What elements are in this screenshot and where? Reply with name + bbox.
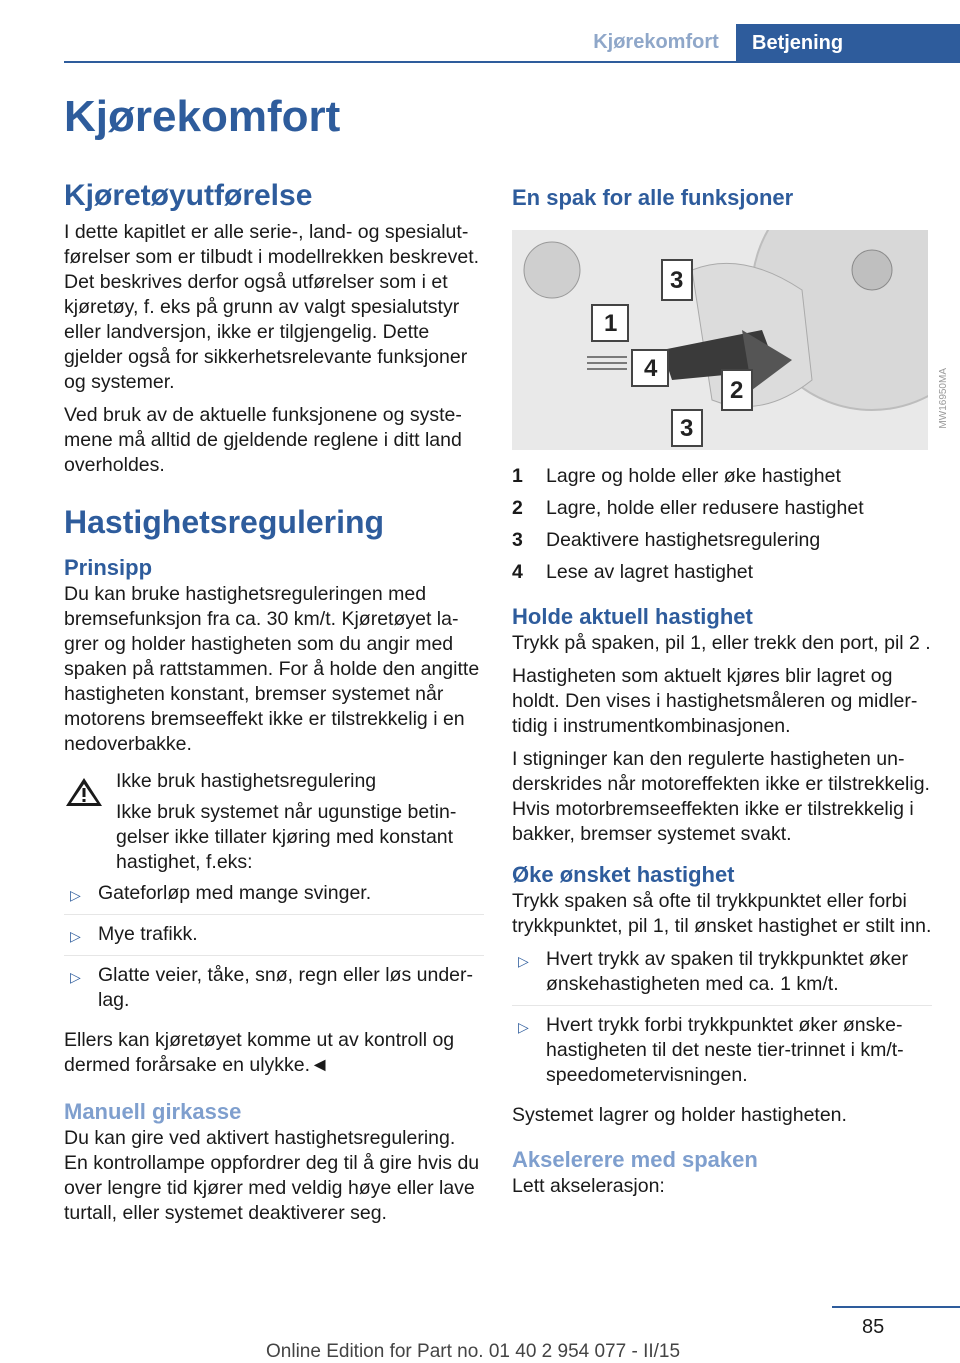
warning-title: Ikke bruk hastighetsregulering: [116, 770, 377, 792]
heading-accelerate: Akselerere med spaken: [512, 1147, 758, 1172]
page-number: 85: [862, 1316, 885, 1338]
warning-block: [64, 769, 484, 875]
paragraph: Ved bruk av de aktuelle funksjonene og systemene må alltid de gjeldende reglene i ditt land overholdes.: [64, 404, 462, 476]
list-item: ▷ Hvert trykk av spaken til trykkpunktet øker ønskehastigheten med ca. 1 km/t.: [512, 947, 932, 1006]
list-item: ▷ Gateforløp med mange svinger.: [64, 881, 484, 915]
paragraph: I stigninger kan den regulerte hastigheten underskrides når motoreffekten ikke er tilstrekkelig. Hvis motorbremseeffekten ikke er tilstrekkelig i bakker, bremser systemet svakt.: [512, 748, 930, 845]
legend-row: 4 Lese av lagret hastighet: [512, 561, 754, 583]
heading-lever: En spak for alle funksjoner: [512, 185, 794, 210]
legend-row: 3 Deaktivere hastighetsregulering: [512, 529, 821, 551]
page-title: Kjørekomfort: [64, 92, 341, 141]
paragraph: Du kan gire ved aktivert hastighetsregulering. En kontrollampe oppfordrer deg til å gire hvis du over lengre tid kjører med veldig høye eller lave turtall, eller systemet deaktiverer seg.: [64, 1127, 480, 1224]
triangle-bullet-icon: ▷: [70, 928, 81, 944]
edition-text: Online Edition for Part no. 01 40 2 954 077 - II/15: [266, 1341, 681, 1362]
paragraph: Lett akselerasjon:: [512, 1175, 665, 1197]
warning-list: [64, 881, 484, 1021]
heading-increase-speed: Øke ønsket hastighet: [512, 862, 735, 887]
svg-text:2: 2: [730, 377, 744, 404]
paragraph: Trykk spaken så ofte til trykkpunktet eller forbi trykkpunktet, pil 1, til ønsket hastighet er stilt inn.: [512, 890, 932, 937]
legend-row: 2 Lagre, holde eller redusere hastighet: [512, 497, 864, 519]
list-item: ▷ Glatte veier, tåke, snø, regn eller løs underlag.: [70, 964, 474, 1011]
warning-text: Ikke bruk systemet når ugunstige betingelser ikke tillater kjøring med konstant hastighet, f.eks:: [116, 801, 457, 873]
heading-vehicle: Kjøretøyutførelse: [64, 179, 313, 212]
list-item: ▷ Hvert trykk forbi trykkpunktet øker ønskehastigheten til det neste tier-trinnet i km/t-speedometervisningen.: [518, 1014, 904, 1086]
paragraph: Hastigheten som aktuelt kjøres blir lagret og holdt. Den vises i hastighetsmåleren og midlertidig i instrumentkombinasjonen.: [512, 665, 918, 737]
heading-hold-speed: Holde aktuell hastighet: [512, 604, 753, 629]
section-tab[interactable]: Betjening: [736, 24, 960, 62]
warning-icon: [64, 775, 104, 809]
svg-text:4: 4: [644, 355, 658, 382]
heading-principle: Prinsipp: [64, 555, 153, 580]
svg-text:3: 3: [670, 267, 684, 294]
heading-manual-gearbox: Manuell girkasse: [64, 1099, 242, 1124]
increase-list: [512, 947, 932, 1096]
warning-end: Ellers kan kjøretøyet komme ut av kontroll og dermed forårsake en ulykke.◄: [64, 1029, 455, 1076]
svg-text:1: 1: [604, 310, 618, 337]
paragraph: I dette kapitlet er alle serie-, land- og spesialutførelser som er tilbudt i modellrekken beskrevet. Det beskrives derfor også utførelser som i et kjøretøy, f. eks på grunn av valgt spesialutstyr eller landversjon, ikke er tilgjengelig. Dette gjelder også for sikkerhetsrelevante funksjoner og systemer.: [64, 221, 480, 393]
chapter-tab[interactable]: Kjørekomfort: [593, 31, 719, 53]
triangle-bullet-icon: ▷: [518, 1019, 529, 1035]
triangle-bullet-icon: ▷: [70, 969, 81, 985]
figure-code: MW16950MA: [938, 368, 949, 429]
header-rule: [64, 61, 960, 63]
left-column: [64, 178, 484, 1234]
lever-illustration: [512, 230, 928, 450]
triangle-bullet-icon: ▷: [70, 887, 81, 903]
heading-cruise-control: Hastighetsregulering: [64, 504, 385, 540]
steering-lever-diagram: [512, 230, 928, 450]
svg-text:3: 3: [680, 415, 694, 442]
paragraph: Du kan bruke hastighetsreguleringen med bremsefunksjon fra ca. 30 km/t. Kjøretøyet lagrer og holder hastigheten som du angir med spaken på rattstammen. For å holde den angitte hastigheten konstant, bremser systemet når motorens bremseeffekt ikke er tilstrekkelig i en nedoverbakke.: [64, 583, 480, 755]
paragraph: Systemet lagrer og holder hastigheten.: [512, 1104, 847, 1126]
right-column: [512, 178, 932, 1207]
paragraph: Trykk på spaken, pil 1, eller trekk den port, pil 2 .: [512, 632, 931, 654]
figure-legend: [512, 464, 932, 585]
list-item: ▷ Mye trafikk.: [64, 922, 484, 956]
triangle-bullet-icon: ▷: [518, 953, 529, 969]
page-header: [0, 0, 960, 62]
legend-row: 1 Lagre og holde eller øke hastighet: [512, 465, 841, 487]
footer-rule: [832, 1306, 960, 1308]
